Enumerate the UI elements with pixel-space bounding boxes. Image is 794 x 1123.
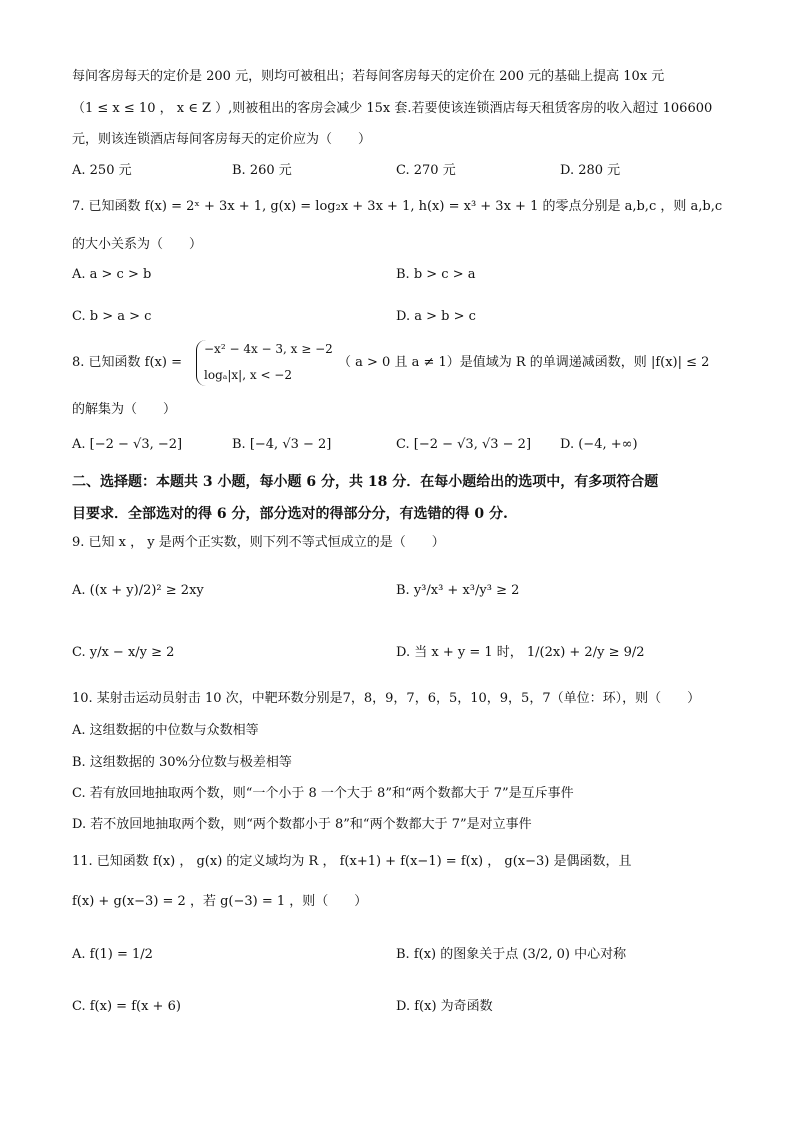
q11-option-b: B. f(x) 的图象关于点 (3/2, 0) 中心对称 bbox=[396, 947, 627, 962]
q7-option-d: D. a > b > c bbox=[396, 309, 476, 324]
section-2-heading-line-2: 目要求．全部选对的得 6 分，部分选对的得部分分，有选错的得 0 分. bbox=[72, 506, 508, 522]
q11-stem-line-1: 11. 已知函数 f(x) ， g(x) 的定义域均为 R ， f(x+1) + f(x−1) = f(x) ， g(x−3) 是偶函数，且 bbox=[72, 854, 632, 869]
q11-option-a: A. f(1) = 1/2 bbox=[72, 947, 153, 962]
q8-option-a: A. [−2 − √3, −2] bbox=[72, 437, 183, 452]
q7-stem-line-2: 的大小关系为（ ） bbox=[72, 237, 203, 252]
q6-option-d: D. 280 元 bbox=[560, 163, 621, 178]
q11-option-d: D. f(x) 为奇函数 bbox=[396, 999, 493, 1014]
q10-option-a: A. 这组数据的中位数与众数相等 bbox=[72, 723, 259, 738]
q7-option-b: B. b > c > a bbox=[396, 267, 476, 282]
q6-line-3: 元，则该连锁酒店每间客房每天的定价应为（ ） bbox=[72, 132, 372, 147]
q10-option-d: D. 若不放回地抽取两个数，则“两个数都小于 8”和“两个数都大于 7”是对立事件 bbox=[72, 817, 532, 832]
q9-option-a: A. ((x + y)/2)² ≥ 2xy bbox=[72, 583, 204, 598]
q6-line-1: 每间客房每天的定价是 200 元，则均可被租出；若每间客房每天的定价在 200 元的基础上提高 10x 元 bbox=[72, 69, 665, 84]
q6-line-2: （1 ≤ x ≤ 10 ， x ∈ Z ）,则被租出的客房会减少 15x 套.若要使该连锁酒店每天租赁客房的收入超过 106600 bbox=[72, 101, 713, 116]
q6-option-b: B. 260 元 bbox=[232, 163, 292, 178]
q8-stem-line-2: 的解集为（ ） bbox=[72, 402, 177, 417]
q11-stem-line-2: f(x) + g(x−3) = 2 ，若 g(−3) = 1 ，则（ ） bbox=[72, 894, 368, 909]
q6-option-a: A. 250 元 bbox=[72, 163, 132, 178]
q9-option-c: C. y/x − x/y ≥ 2 bbox=[72, 645, 175, 660]
q9-stem: 9. 已知 x ， y 是两个正实数，则下列不等式恒成立的是（ ） bbox=[72, 535, 445, 550]
q8-piece-1: −x² − 4x − 3, x ≥ −2 bbox=[204, 342, 333, 356]
q8-option-b: B. [−4, √3 − 2] bbox=[232, 437, 332, 452]
q7-option-a: A. a > c > b bbox=[72, 267, 152, 282]
q8-option-d: D. (−4, +∞) bbox=[560, 437, 638, 452]
q10-option-b: B. 这组数据的 30%分位数与极差相等 bbox=[72, 755, 292, 770]
q6-option-c: C. 270 元 bbox=[396, 163, 456, 178]
q7-option-c: C. b > a > c bbox=[72, 309, 152, 324]
q8-stem-prefix: 8. 已知函数 f(x) = bbox=[72, 355, 182, 370]
q8-option-c: C. [−2 − √3, √3 − 2] bbox=[396, 437, 532, 452]
q9-option-d: D. 当 x + y = 1 时， 1/(2x) + 2/y ≥ 9/2 bbox=[396, 645, 645, 660]
q11-option-c: C. f(x) = f(x + 6) bbox=[72, 999, 181, 1014]
q10-stem: 10. 某射击运动员射击 10 次，中靶环数分别是7，8，9，7，6，5，10，9，5，7（单位：环），则（ ） bbox=[72, 691, 701, 706]
q10-option-c: C. 若有放回地抽取两个数，则“一个小于 8 一个大于 8”和“两个数都大于 7”是互斥事件 bbox=[72, 786, 574, 801]
section-2-heading-line-1: 二、选择题：本题共 3 小题，每小题 6 分，共 18 分．在每小题给出的选项中，有多项符合题 bbox=[72, 474, 659, 490]
q9-option-b: B. y³/x³ + x³/y³ ≥ 2 bbox=[396, 583, 520, 598]
q8-piece-2: logₐ|x|, x < −2 bbox=[204, 368, 292, 382]
q8-stem-suffix: （ a > 0 且 a ≠ 1）是值域为 R 的单调递减函数，则 |f(x)| ≤ 2 bbox=[338, 355, 710, 370]
q7-stem-line-1: 7. 已知函数 f(x) = 2ˣ + 3x + 1, g(x) = log₂x + 3x + 1, h(x) = x³ + 3x + 1 的零点分别是 a,b,c ，则 a,b,c bbox=[72, 199, 723, 214]
